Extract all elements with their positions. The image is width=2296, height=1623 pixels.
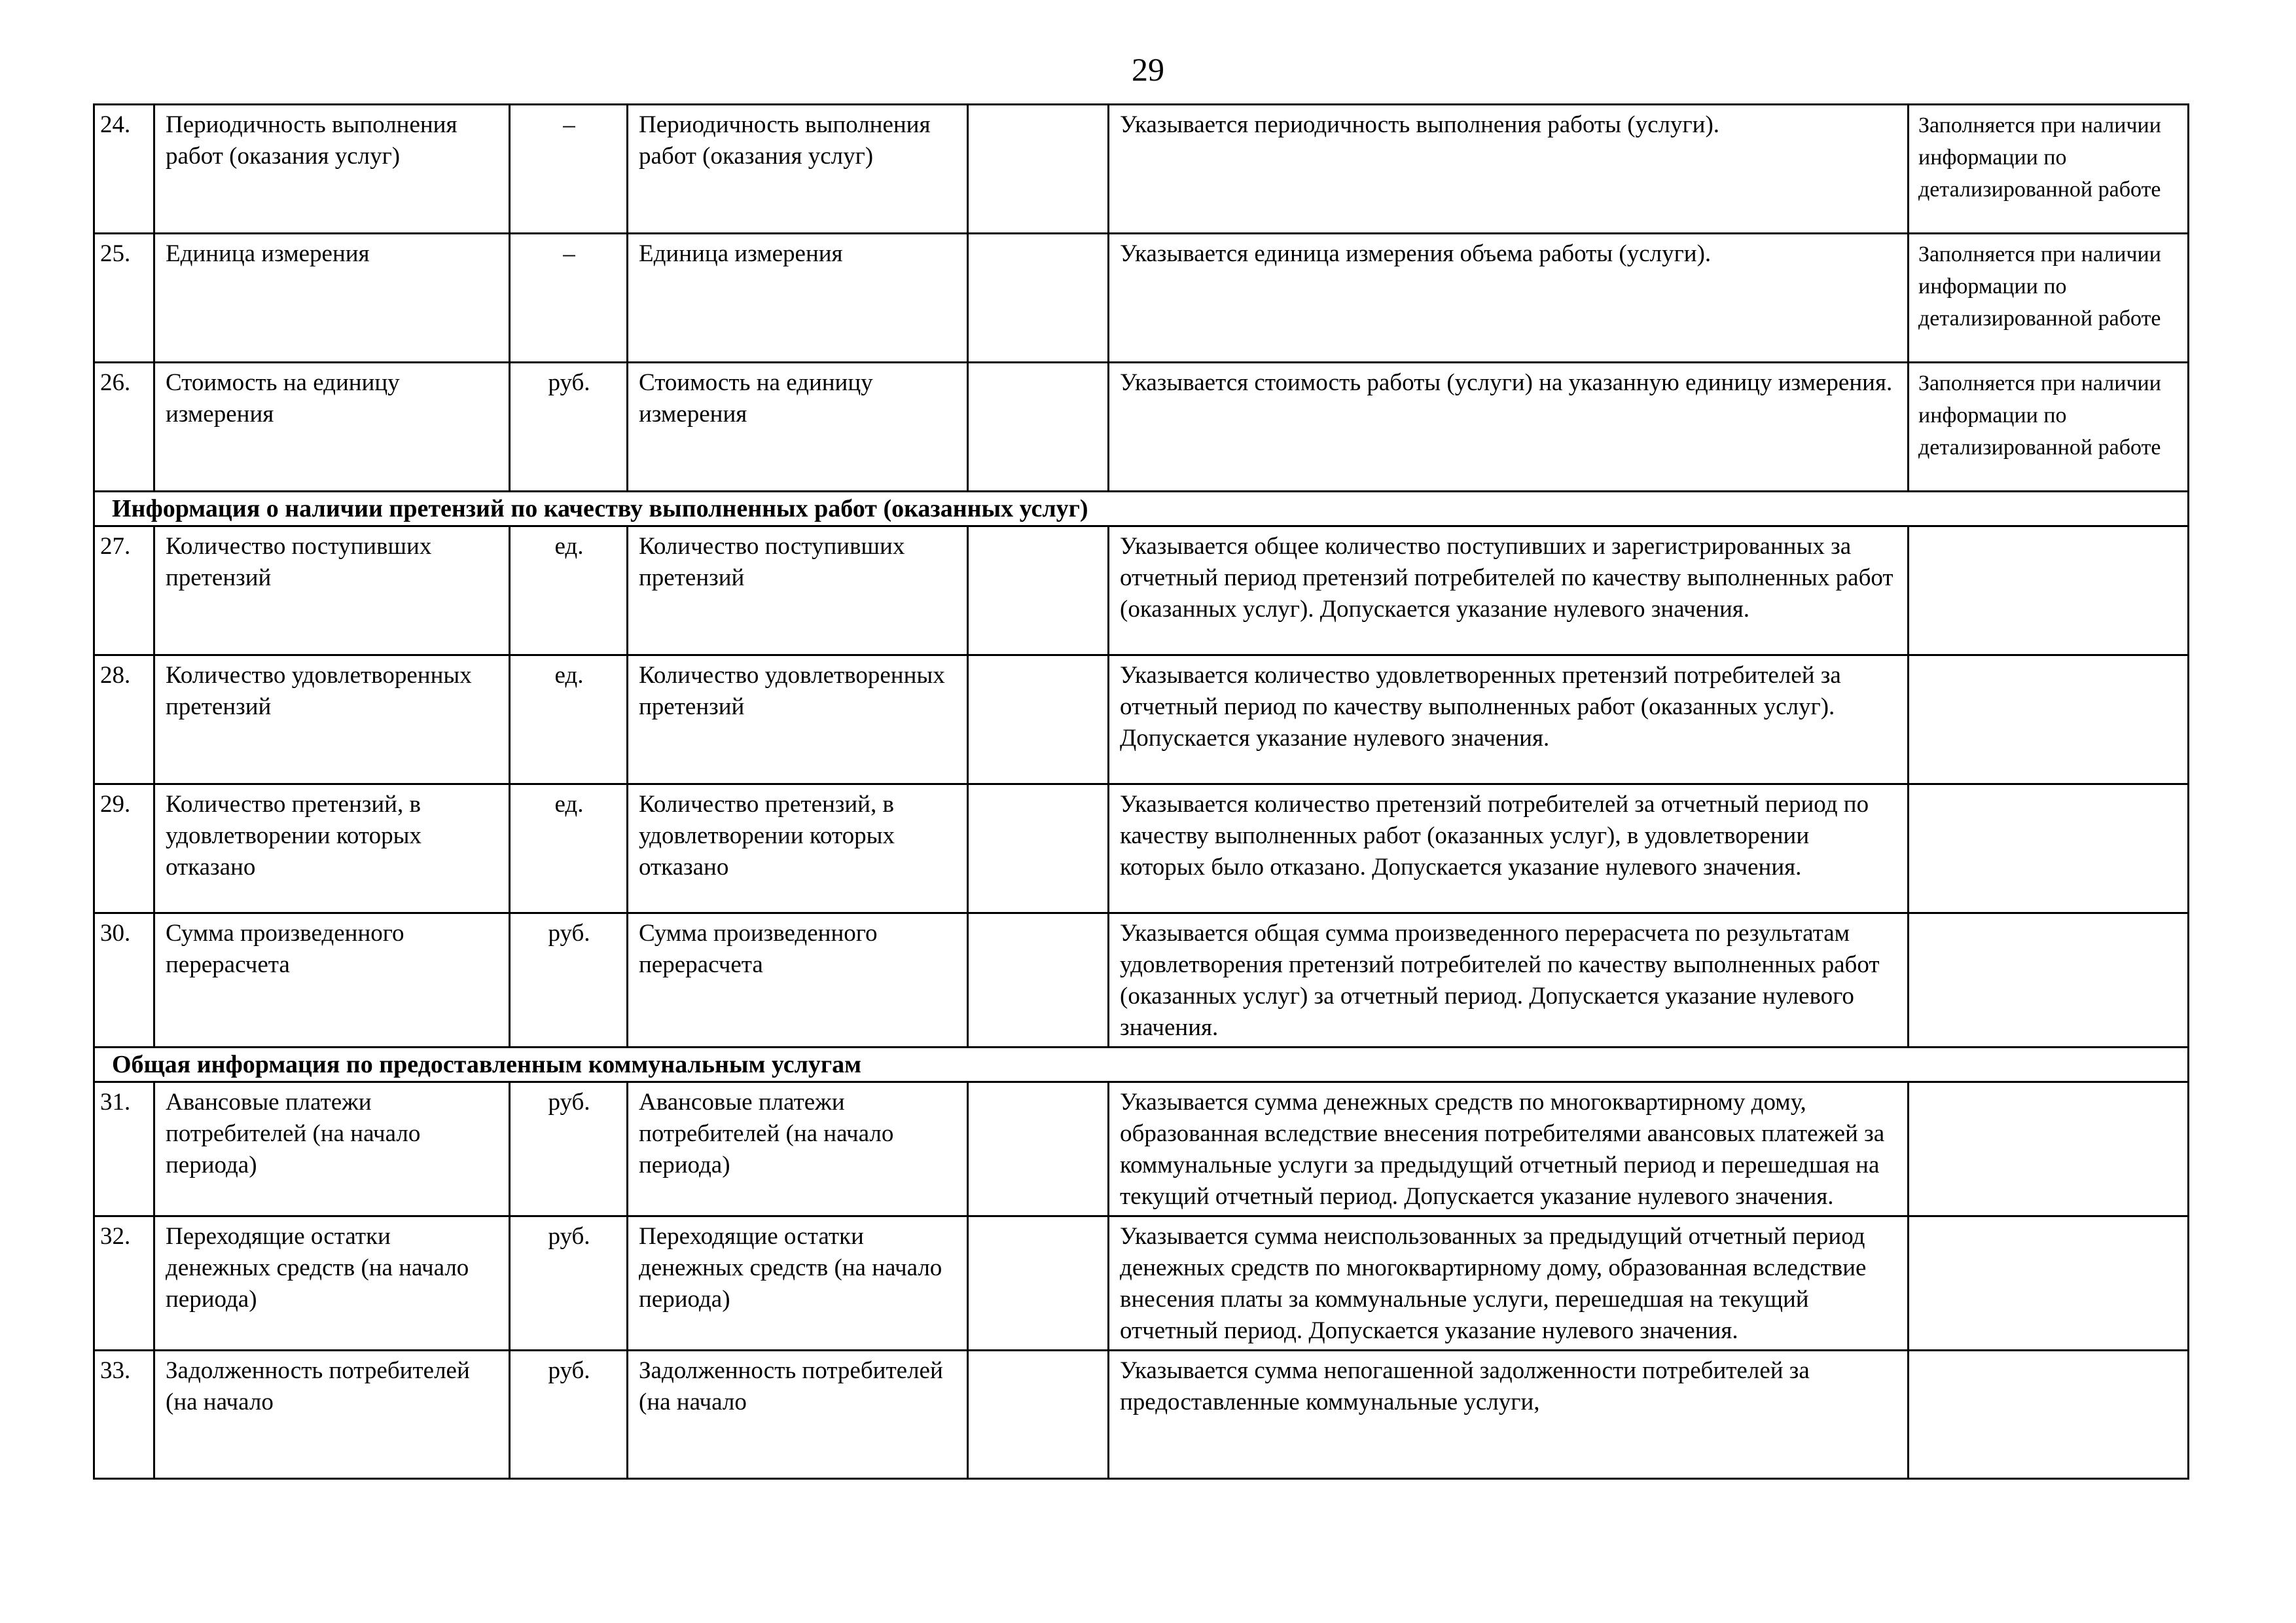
table-row: [94, 234, 2189, 363]
note-cell: [1909, 526, 2189, 655]
table-row: [94, 105, 2189, 234]
unit-cell: ед.: [510, 526, 628, 655]
note-cell: [1909, 1351, 2189, 1479]
row-number: 31.: [94, 1082, 154, 1216]
row-number: 32.: [94, 1216, 154, 1351]
empty-cell: [968, 363, 1109, 492]
section-heading: Общая информация по предоставленным коммунальным услугам: [94, 1048, 2189, 1082]
field-name: Количество претензий, в удовлетворении которых отказано: [628, 784, 968, 913]
description-cell: Указывается сумма непогашенной задолженности потребителей за предоставленные коммунальные услуги,: [1109, 1351, 1909, 1479]
indicator-name: Единица измерения: [154, 234, 510, 363]
empty-cell: [968, 1082, 1109, 1216]
field-name: Задолженность потребителей (на начало: [628, 1351, 968, 1479]
table-row: [94, 913, 2189, 1048]
table-row: [94, 526, 2189, 655]
note-cell: Заполняется при наличии информации по детализированной работе: [1909, 234, 2189, 363]
description-cell: Указывается единица измерения объема работы (услуги).: [1109, 234, 1909, 363]
row-number: 24.: [94, 105, 154, 234]
empty-cell: [968, 1216, 1109, 1351]
unit-cell: ед.: [510, 655, 628, 784]
empty-cell: [968, 526, 1109, 655]
empty-cell: [968, 234, 1109, 363]
empty-cell: [968, 1351, 1109, 1479]
unit-cell: руб.: [510, 1082, 628, 1216]
unit-cell: руб.: [510, 1351, 628, 1479]
note-cell: Заполняется при наличии информации по детализированной работе: [1909, 363, 2189, 492]
row-number: 33.: [94, 1351, 154, 1479]
description-cell: Указывается сумма неиспользованных за предыдущий отчетный период денежных средств по многоквартирному дому, образованная вследствие внесения платы за коммунальные услуги, перешедшая на текущий отчетный период. Допускается указание нулевого значения.: [1109, 1216, 1909, 1351]
table-row: [94, 655, 2189, 784]
indicator-name: Сумма произведенного перерасчета: [154, 913, 510, 1048]
indicator-name: Переходящие остатки денежных средств (на начало периода): [154, 1216, 510, 1351]
indicator-name: Задолженность потребителей (на начало: [154, 1351, 510, 1479]
empty-cell: [968, 655, 1109, 784]
empty-cell: [968, 784, 1109, 913]
page-number: 29: [1132, 51, 1164, 88]
unit-cell: руб.: [510, 1216, 628, 1351]
field-name: Количество поступивших претензий: [628, 526, 968, 655]
note-cell: [1909, 913, 2189, 1048]
field-name: Сумма произведенного перерасчета: [628, 913, 968, 1048]
indicator-name: Авансовые платежи потребителей (на начало периода): [154, 1082, 510, 1216]
note-cell: [1909, 1082, 2189, 1216]
indicator-name: Периодичность выполнения работ (оказания услуг): [154, 105, 510, 234]
description-cell: Указывается количество удовлетворенных претензий потребителей за отчетный период по качеству выполненных работ (оказанных услуг). Допускается указание нулевого значения.: [1109, 655, 1909, 784]
indicator-name: Количество поступивших претензий: [154, 526, 510, 655]
unit-cell: ед.: [510, 784, 628, 913]
indicator-name: Стоимость на единицу измерения: [154, 363, 510, 492]
row-number: 26.: [94, 363, 154, 492]
table-row: [94, 1216, 2189, 1351]
section-heading: Информация о наличии претензий по качеству выполненных работ (оказанных услуг): [94, 492, 2189, 526]
unit-cell: –: [510, 105, 628, 234]
description-cell: Указывается периодичность выполнения работы (услуги).: [1109, 105, 1909, 234]
empty-cell: [968, 105, 1109, 234]
unit-cell: руб.: [510, 363, 628, 492]
note-cell: [1909, 655, 2189, 784]
empty-cell: [968, 913, 1109, 1048]
indicator-name: Количество удовлетворенных претензий: [154, 655, 510, 784]
row-number: 27.: [94, 526, 154, 655]
row-number: 28.: [94, 655, 154, 784]
row-number: 29.: [94, 784, 154, 913]
row-number: 30.: [94, 913, 154, 1048]
table-row: [94, 784, 2189, 913]
description-cell: Указывается общее количество поступивших и зарегистрированных за отчетный период претензий потребителей по качеству выполненных работ (оказанных услуг). Допускается указание нулевого значения.: [1109, 526, 1909, 655]
unit-cell: –: [510, 234, 628, 363]
note-cell: [1909, 1216, 2189, 1351]
field-name: Переходящие остатки денежных средств (на начало периода): [628, 1216, 968, 1351]
requirements-table: [93, 103, 2189, 1480]
section-row: [94, 1048, 2189, 1082]
field-name: Стоимость на единицу измерения: [628, 363, 968, 492]
field-name: Периодичность выполнения работ (оказания услуг): [628, 105, 968, 234]
description-cell: Указывается количество претензий потребителей за отчетный период по качеству выполненных работ (оказанных услуг), в удовлетворении которых было отказано. Допускается указание нулевого значения.: [1109, 784, 1909, 913]
note-cell: Заполняется при наличии информации по детализированной работе: [1909, 105, 2189, 234]
section-row: [94, 492, 2189, 526]
field-name: Авансовые платежи потребителей (на начало периода): [628, 1082, 968, 1216]
indicator-name: Количество претензий, в удовлетворении которых отказано: [154, 784, 510, 913]
note-cell: [1909, 784, 2189, 913]
field-name: Количество удовлетворенных претензий: [628, 655, 968, 784]
table-row: [94, 363, 2189, 492]
description-cell: Указывается стоимость работы (услуги) на указанную единицу измерения.: [1109, 363, 1909, 492]
unit-cell: руб.: [510, 913, 628, 1048]
table-row: [94, 1351, 2189, 1479]
description-cell: Указывается сумма денежных средств по многоквартирному дому, образованная вследствие внесения потребителями авансовых платежей за коммунальные услуги за предыдущий отчетный период и перешедшая на текущий отчетный период. Допускается указание нулевого значения.: [1109, 1082, 1909, 1216]
description-cell: Указывается общая сумма произведенного перерасчета по результатам удовлетворения претензий потребителей по качеству выполненных работ (оказанных услуг) за отчетный период. Допускается указание нулевого значения.: [1109, 913, 1909, 1048]
row-number: 25.: [94, 234, 154, 363]
field-name: Единица измерения: [628, 234, 968, 363]
table-row: [94, 1082, 2189, 1216]
